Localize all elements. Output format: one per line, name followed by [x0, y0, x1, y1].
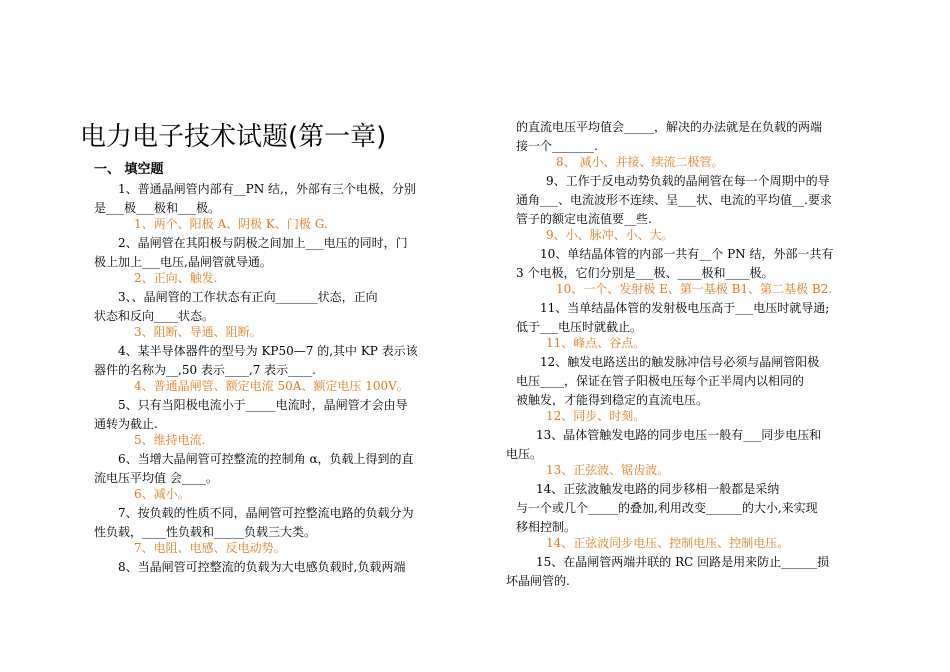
question-line: 6、当增大晶闸管可控整流的控制角 α，负载上得到的直 — [118, 452, 414, 466]
answer-line: 7、电阻、电感、反电动势。 — [134, 541, 286, 555]
question-line: 移相控制。 — [516, 520, 577, 534]
question-line: 10、单结晶体管的内部一共有__个 PN 结，外部一共有 — [540, 247, 834, 261]
question-line: 2、晶闸管在其阳极与阴极之间加上___电压的同时，门 — [118, 236, 408, 250]
question-line: 极上加上___电压,晶闸管就导通。 — [94, 255, 272, 269]
question-line: 器件的名称为__,50 表示____,7 表示____. — [94, 363, 316, 377]
question-line: 8、当晶闸管可控整流的负载为大电感负载时,负载两端 — [118, 560, 406, 574]
question-line: 与一个或几个_____的叠加,利用改变______的大小,来实现 — [516, 501, 818, 515]
question-line: 11、当单结晶体管的发射极电压高于___电压时就导通; — [540, 301, 830, 315]
section-heading: 一、 填空题 — [94, 162, 164, 177]
question-line: 15、在晶闸管两端并联的 RC 回路是用来防止______损 — [536, 555, 830, 569]
answer-line: 2、正向、触发. — [134, 271, 218, 285]
question-line: 低于___电压时就截止。 — [516, 320, 643, 334]
question-line: 5、只有当阳极电流小于_____电流时，晶闸管才会由导 — [118, 398, 408, 412]
answer-line: 10、一个、发射极 E、第一基极 B1、第二基极 B2. — [556, 282, 833, 296]
question-line: 7、按负载的性质不同，晶闸管可控整流电路的负载分为 — [118, 506, 414, 520]
answer-line: 6、减小。 — [134, 487, 190, 501]
question-line: 通角___、电流波形不连续、呈___状、电流的平均值__.要求 — [516, 193, 832, 207]
question-line: 4、某半导体器件的型号为 KP50—7 的,其中 KP 表示该 — [118, 344, 418, 358]
question-line: 被触发，才能得到稳定的直流电压。 — [516, 393, 709, 407]
question-line: 电压____，保证在管子阳极电压每个正半周内以相同的 — [516, 374, 805, 388]
question-line: 状态和反向____状态。 — [94, 309, 215, 323]
question-line: 1、普通晶闸管内部有__PN 结,，外部有三个电极，分别 — [118, 182, 416, 196]
question-line: 的直流电压平均值会_____，解决的办法就是在负载的两端 — [516, 120, 823, 134]
question-line: 是___极___极和___极。 — [94, 201, 221, 215]
question-line: 坏晶闸管的. — [506, 574, 570, 588]
question-line: 流电压平均值 会____。 — [94, 471, 218, 485]
answer-line: 13、正弦波、锯齿波。 — [546, 463, 670, 477]
question-line: 3、、晶闸管的工作状态有正向_______状态，正向 — [118, 290, 378, 304]
answer-line: 8、 减小、并接、续流二极管。 — [556, 155, 724, 169]
question-line: 3 个电极，它们分别是___极、____极和____极。 — [516, 266, 774, 280]
answer-line: 4、普通晶闸管、额定电流 50A、额定电压 100V。 — [134, 379, 409, 393]
question-line: 接一个_______. — [516, 139, 598, 153]
answer-line: 5、维持电流. — [134, 433, 206, 447]
answer-line: 11、峰点、谷点。 — [546, 336, 646, 350]
page-title: 电力电子技术试题(第一章) — [80, 122, 387, 152]
answer-line: 9、小、脉冲、小、大。 — [546, 228, 674, 242]
question-line: 13、晶体管触发电路的同步电压一般有___同步电压和 — [536, 428, 822, 442]
question-line: 性负载，____性负载和_____负载三大类。 — [94, 525, 317, 539]
question-line: 通转为截止. — [94, 417, 158, 431]
answer-line: 1、两个、阳极 A、阴极 K、门极 G. — [134, 217, 328, 231]
question-line: 管子的额定电流值要__些. — [516, 212, 652, 226]
answer-line: 12、同步、时刻。 — [546, 409, 646, 423]
answer-line: 14、正弦波同步电压、控制电压、控制电压。 — [546, 536, 790, 550]
question-line: 14、正弦波触发电路的同步移相一般都是采纳 — [536, 482, 780, 496]
question-line: 12、触发电路送出的触发脉冲信号必须与晶闸管阳极 — [540, 355, 820, 369]
question-line: 电压。 — [506, 447, 543, 461]
question-line: 9、工作于反电动势负载的晶闸管在每一个周期中的导 — [546, 174, 830, 188]
answer-line: 3、阻断、导通、阻断。 — [134, 325, 262, 339]
